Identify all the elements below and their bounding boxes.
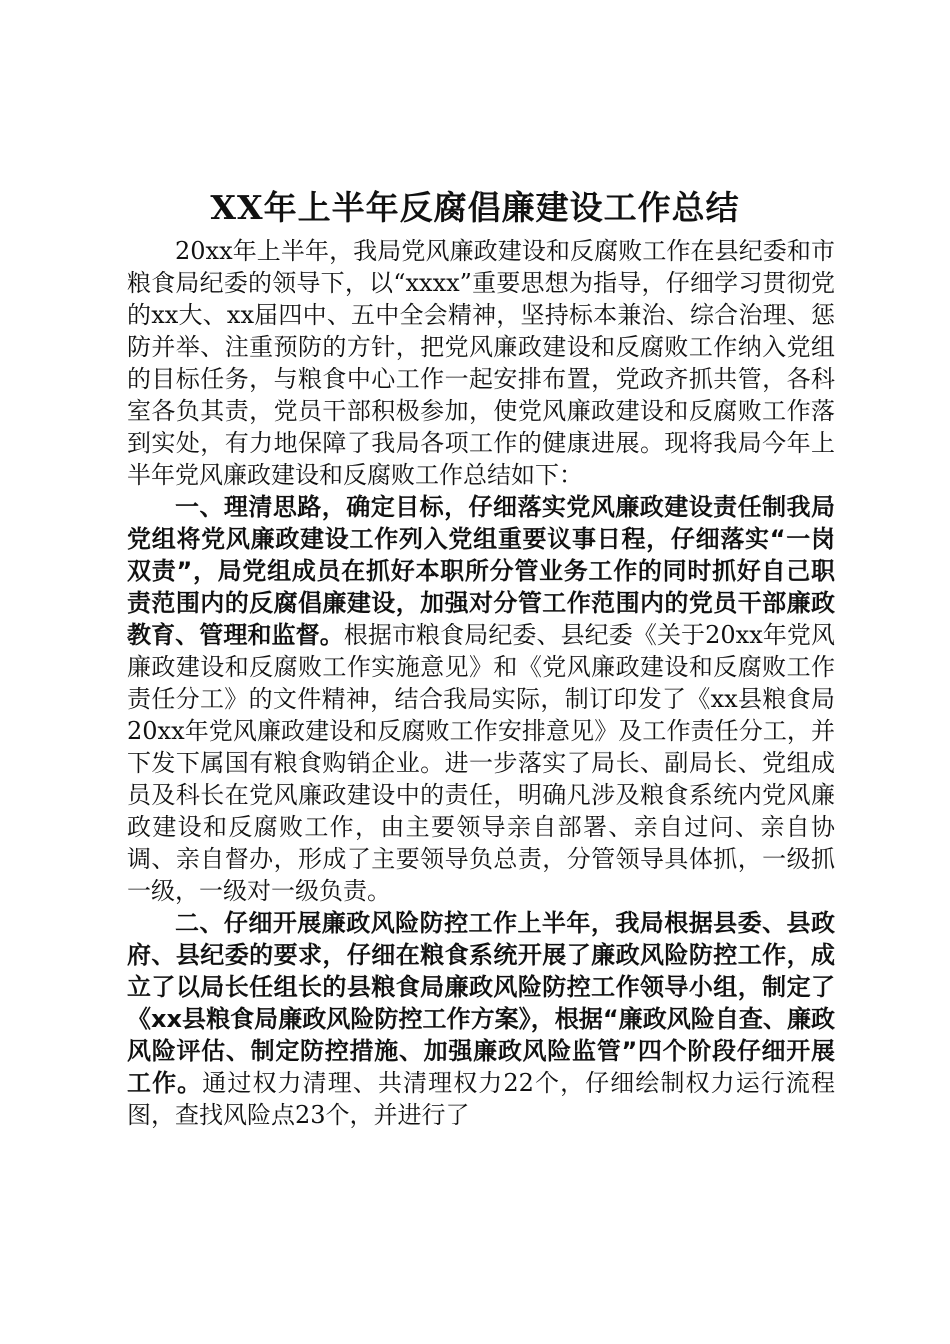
document-body (127, 235, 835, 1131)
section-1-bold-text: 我局党组将党风廉政建设工作列入党组重要议事日程，仔细落实“一岗双责”，局党组成员在抓好本职所分管业务工作的同时抓好自己职责范围内的反腐倡廉建设，加强对分管工作范围内的党员干部廉政教育、管理和监督。 (127, 493, 836, 649)
section-1-heading: 一、理清思路，确定目标，仔细落实党风廉政建设责任制 (175, 493, 787, 521)
section-2-text: 通过权力清理、共清理权力22个，仔细绘制权力运行流程图，查找风险点23个，并进行了 (127, 1069, 835, 1129)
intro-paragraph: 20xx年上半年，我局党风廉政建设和反腐败工作在县纪委和市粮食局纪委的领导下，以“xxxx”重要思想为指导，仔细学习贯彻党的xx大、xx届四中、五中全会精神，坚持标本兼治、综合治理、惩防并举、注重预防的方针，把党风廉政建设和反腐败工作纳入党组的目标任务，与粮食中心工作一起安排布置，党政齐抓共管，各科室各负其责，党员干部积极参加，使党风廉政建设和反腐败工作落到实处，有力地保障了我局各项工作的健康进展。现将我局今年上半年党风廉政建设和反腐败工作总结如下： (127, 237, 835, 489)
section-1-text: 根据市粮食局纪委、县纪委《关于20xx年党风廉政建设和反腐败工作实施意见》和《党风廉政建设和反腐败工作责任分工》的文件精神，结合我局实际，制订印发了《xx县粮食局20xx年党风廉政建设和反腐败工作安排意见》及工作责任分工，并下发下属国有粮食购销企业。进一步落实了局长、副局长、党组成员及科长在党风廉政建设中的责任，明确凡涉及粮食系统内党风廉政建设和反腐败工作，由主要领导亲自部署、亲自过问、亲自协调、亲自督办，形成了主要领导负总责，分管领导具体抓，一级抓一级，一级对一级负责。 (127, 621, 835, 905)
document-title: XX年上半年反腐倡廉建设工作总结 (210, 188, 740, 227)
section-2-heading: 二、仔细开展廉政风险防控工作 (175, 909, 518, 937)
section-2-bold-text: 上半年，我局根据县委、县政府、县纪委的要求，仔细在粮食系统开展了廉政风险防控工作，成立了以局长任组长的县粮食局廉政风险防控工作领导小组，制定了《xx县粮食局廉政风险防控工作方案》，根据“廉政风险自查、廉政风险评估、制定防控措施、加强廉政风险监管”四个阶段仔细开展工作。 (127, 909, 836, 1097)
section-1-paragraph (127, 491, 835, 907)
section-2-paragraph (127, 907, 835, 1131)
